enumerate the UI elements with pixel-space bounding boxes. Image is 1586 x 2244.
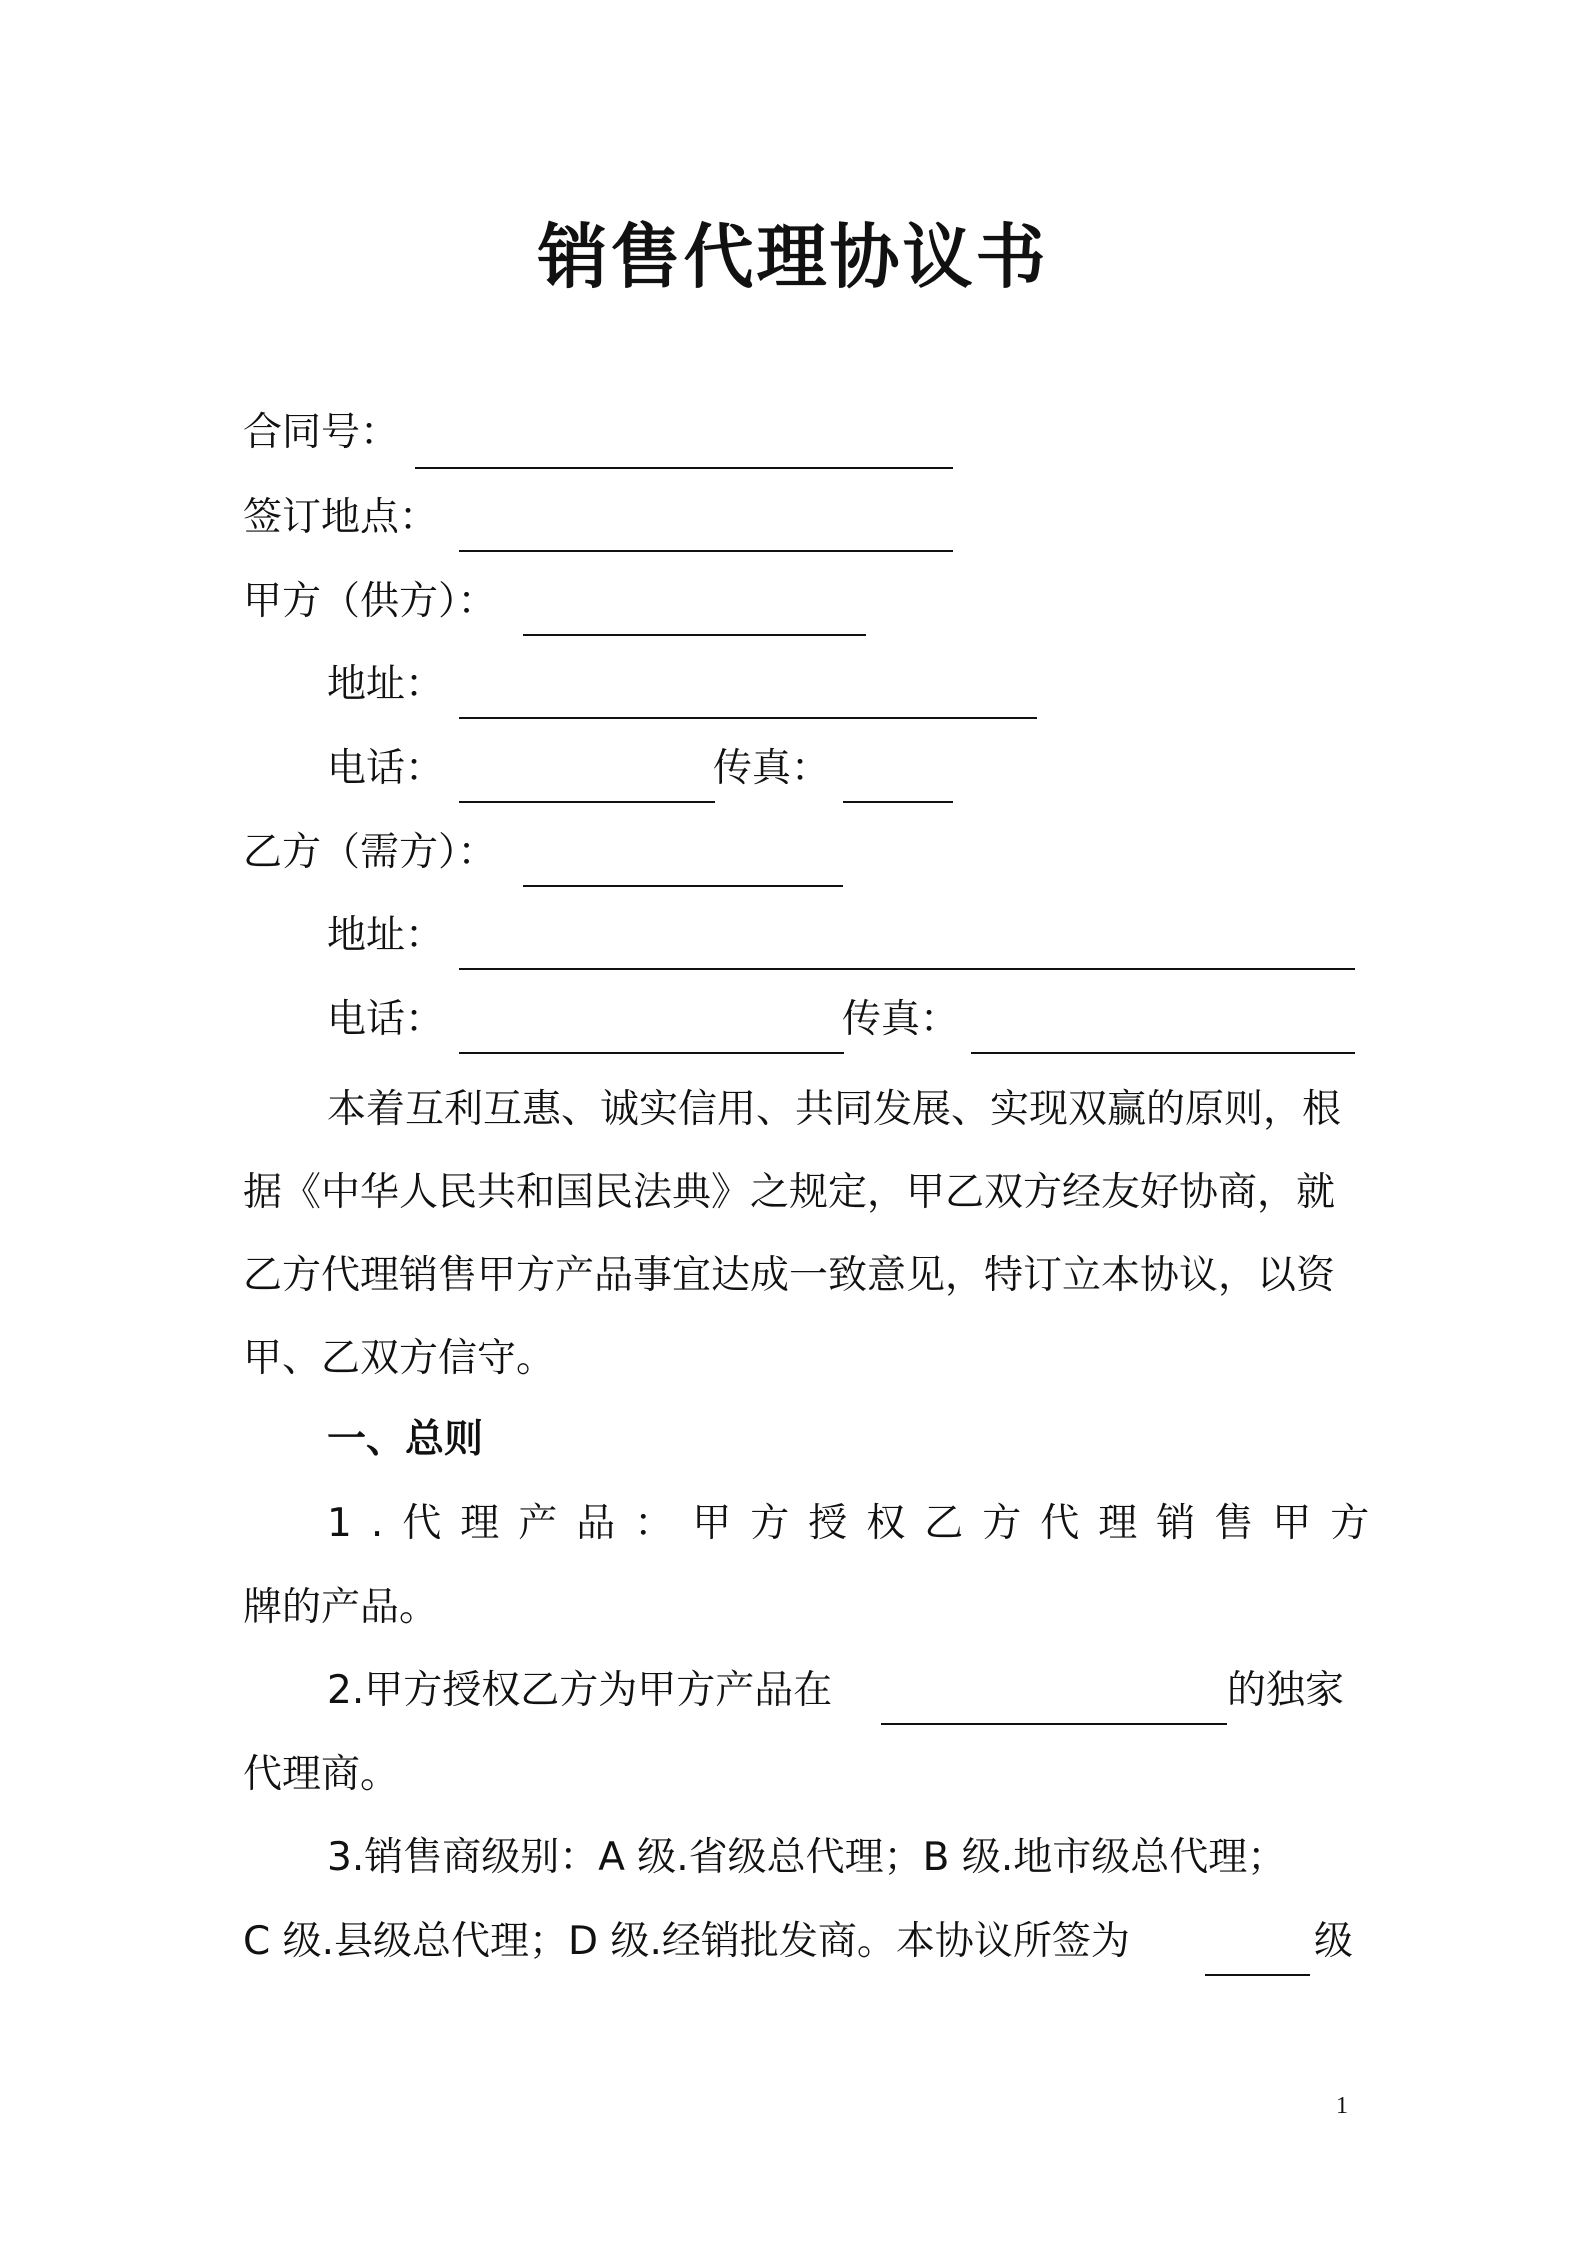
preamble-text: 本着互利互惠、诚实信用、共同发展、实现双赢的原则，根据《中华人民共和国民法典》之规定，甲乙双方经友好协商，就乙方代理销售甲方产品事宜达成一致意见，特订立本协议，以资甲、乙双方信守。 <box>243 1087 1342 1381</box>
sign-place-label: 签订地点： <box>243 495 439 540</box>
clause-2-line-1-a: 2.甲方授权乙方为甲方产品在 <box>327 1668 833 1713</box>
party-b-phone-label: 电话： <box>327 997 445 1042</box>
party-a-address-blank[interactable] <box>459 717 1037 719</box>
party-b-label: 乙方（需方）： <box>243 830 497 875</box>
party-a-fax-label: 传真： <box>713 746 831 791</box>
contract-no-label: 合同号： <box>243 410 400 455</box>
contract-no-blank[interactable] <box>415 467 953 469</box>
party-a-fax-blank[interactable] <box>843 801 953 803</box>
sign-place-blank[interactable] <box>459 550 953 552</box>
clause-1-line-1: 1.代理产品：甲方授权乙方代理销售甲方 <box>327 1501 1389 1546</box>
party-a-address-label: 地址： <box>327 662 445 707</box>
party-a-label: 甲方（供方）： <box>243 579 497 624</box>
page-number: 1 <box>1336 2093 1348 2119</box>
clause-2-line-1-b: 的独家 <box>1227 1668 1345 1713</box>
document-title: 销售代理协议书 <box>537 216 1049 298</box>
section-heading: 一、总则 <box>327 1417 484 1462</box>
party-a-phone-blank[interactable] <box>459 801 715 803</box>
party-b-phone-blank[interactable] <box>459 1052 844 1054</box>
party-b-fax-label: 传真： <box>842 997 960 1042</box>
party-a-blank[interactable] <box>523 634 866 636</box>
clause-3-level-blank[interactable] <box>1205 1974 1310 1976</box>
clause-3-line-2-end: 级 <box>1314 1919 1354 1964</box>
clause-2-region-blank[interactable] <box>881 1723 1227 1725</box>
party-a-phone-label: 电话： <box>327 746 445 791</box>
party-b-address-blank[interactable] <box>459 968 1355 970</box>
party-b-blank[interactable] <box>523 885 843 887</box>
preamble-paragraph <box>243 1068 1355 1400</box>
clause-3-line-1: 3.销售商级别：A 级.省级总代理；B 级.地市级总代理； <box>327 1835 1287 1880</box>
clause-3-line-2: C 级.县级总代理；D 级.经销批发商。本协议所签为 <box>243 1919 1130 1964</box>
clause-1-line-2: 牌的产品。 <box>243 1585 439 1630</box>
clause-2-line-2: 代理商。 <box>243 1752 400 1797</box>
party-b-fax-blank[interactable] <box>971 1052 1355 1054</box>
party-b-address-label: 地址： <box>327 913 445 958</box>
